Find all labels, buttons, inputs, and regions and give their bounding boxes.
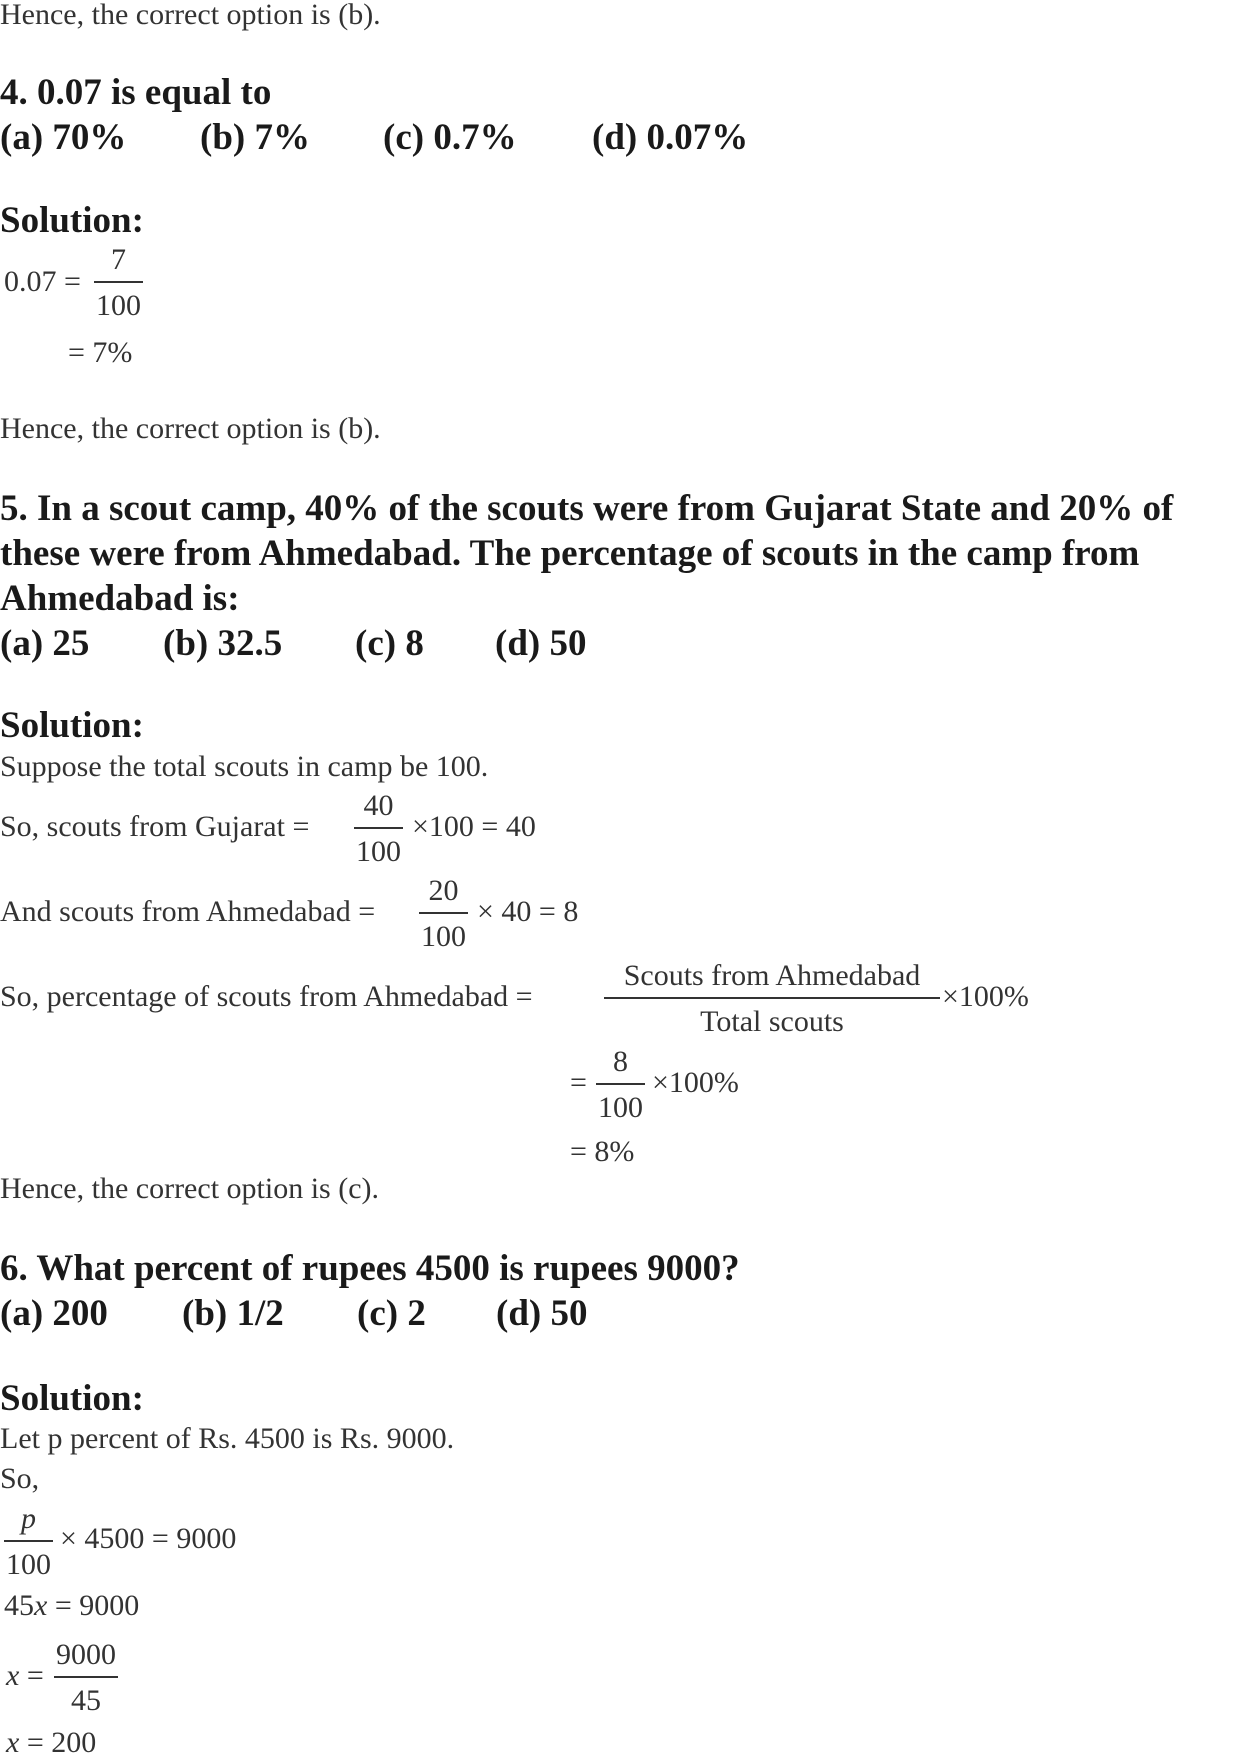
q5-step2-numerator: 8	[613, 1045, 628, 1078]
q5-percentage-numerator: Scouts from Ahmedabad	[623, 959, 921, 992]
q4-eq-lhs: 0.07 =	[4, 265, 81, 298]
q6-eq1-numerator: p	[21, 1502, 36, 1535]
q6-eq3-numerator: 9000	[56, 1638, 116, 1671]
q6-eq1-rhs: × 4500 = 9000	[60, 1522, 237, 1555]
q5-percentage-denominator: Total scouts	[700, 1005, 844, 1038]
q6-intro: Let p percent of Rs. 4500 is Rs. 9000.	[0, 1422, 455, 1455]
q6-eq1-denominator: 100	[6, 1548, 51, 1581]
q4-option-c: (c) 0.7%	[383, 117, 517, 158]
q4-solution-heading: Solution:	[0, 200, 144, 241]
q5-step2-equals: =	[570, 1066, 587, 1099]
q6-eq2-rhs: = 9000	[47, 1589, 140, 1622]
q5-ahmedabad-fraction	[419, 876, 468, 952]
q6-option-d: (d) 50	[496, 1293, 588, 1334]
q5-gujarat-rhs: ×100 = 40	[412, 810, 536, 843]
q5-gujarat-fraction	[354, 791, 403, 867]
q4-fraction-denominator: 100	[96, 289, 141, 322]
q5-step2-rhs: ×100%	[652, 1066, 739, 1099]
q6-eq2-variable: x	[34, 1589, 48, 1622]
q6-eq3-denominator: 45	[71, 1684, 101, 1717]
q5-gujarat-numerator: 40	[363, 789, 394, 822]
q4-eq-result: = 7%	[68, 336, 133, 369]
q6-eq4-rhs: = 200	[19, 1726, 97, 1759]
q6-option-b: (b) 1/2	[182, 1293, 284, 1334]
q6-eq4	[6, 1728, 96, 1758]
q6-eq4-variable: x	[6, 1726, 20, 1759]
question-4: 4. 0.07 is equal to	[0, 72, 272, 113]
q6-eq3-variable: x	[6, 1659, 20, 1692]
q5-ahmedabad-lhs: And scouts from Ahmedabad =	[0, 895, 376, 928]
q4-option-a: (a) 70%	[0, 117, 127, 158]
question-5-line-1: 5. In a scout camp, 40% of the scouts were from Gujarat State and 20% of	[0, 488, 1174, 529]
q5-intro: Suppose the total scouts in camp be 100.	[0, 750, 489, 783]
q5-ahmedabad-numerator: 20	[428, 874, 459, 907]
q5-option-a: (a) 25	[0, 623, 90, 664]
q6-option-a: (a) 200	[0, 1293, 108, 1334]
q6-eq1-fraction	[4, 1504, 53, 1580]
q5-gujarat-denominator: 100	[356, 835, 401, 868]
q6-eq3-fraction	[54, 1640, 118, 1716]
question-5-line-2: these were from Ahmedabad. The percentage of scouts in the camp from	[0, 533, 1140, 574]
question-5-line-3: Ahmedabad is:	[0, 578, 240, 619]
q4-option-d: (d) 0.07%	[592, 117, 749, 158]
q4-fraction	[94, 245, 143, 321]
q5-percentage-lhs: So, percentage of scouts from Ahmedabad =	[0, 980, 533, 1013]
q6-eq3-equals: =	[19, 1659, 44, 1692]
previous-conclusion: Hence, the correct option is (b).	[0, 0, 381, 31]
q5-percentage-rhs: ×100%	[942, 980, 1029, 1013]
q5-ahmedabad-rhs: × 40 = 8	[477, 895, 579, 928]
q6-eq3-lhs	[6, 1661, 44, 1691]
q5-ahmedabad-denominator: 100	[421, 920, 466, 953]
q4-fraction-numerator: 7	[111, 243, 126, 276]
q5-step2-denominator: 100	[598, 1091, 643, 1124]
question-6: 6. What percent of rupees 4500 is rupees 9000?	[0, 1248, 740, 1289]
q4-option-b: (b) 7%	[200, 117, 310, 158]
q6-eq2-coefficient: 45	[4, 1589, 34, 1622]
q6-so: So,	[0, 1462, 40, 1495]
q5-percentage-fraction	[604, 961, 940, 1037]
q6-solution-heading: Solution:	[0, 1378, 144, 1419]
q5-step3: = 8%	[570, 1135, 635, 1168]
q5-gujarat-lhs: So, scouts from Gujarat =	[0, 810, 310, 843]
q5-option-c: (c) 8	[355, 623, 424, 664]
q6-eq2	[4, 1591, 139, 1621]
q5-option-b: (b) 32.5	[163, 623, 283, 664]
q5-step2-fraction	[596, 1047, 645, 1123]
q5-option-d: (d) 50	[495, 623, 587, 664]
q6-option-c: (c) 2	[357, 1293, 426, 1334]
q5-conclusion: Hence, the correct option is (c).	[0, 1172, 379, 1205]
q5-solution-heading: Solution:	[0, 705, 144, 746]
q4-conclusion: Hence, the correct option is (b).	[0, 412, 381, 445]
